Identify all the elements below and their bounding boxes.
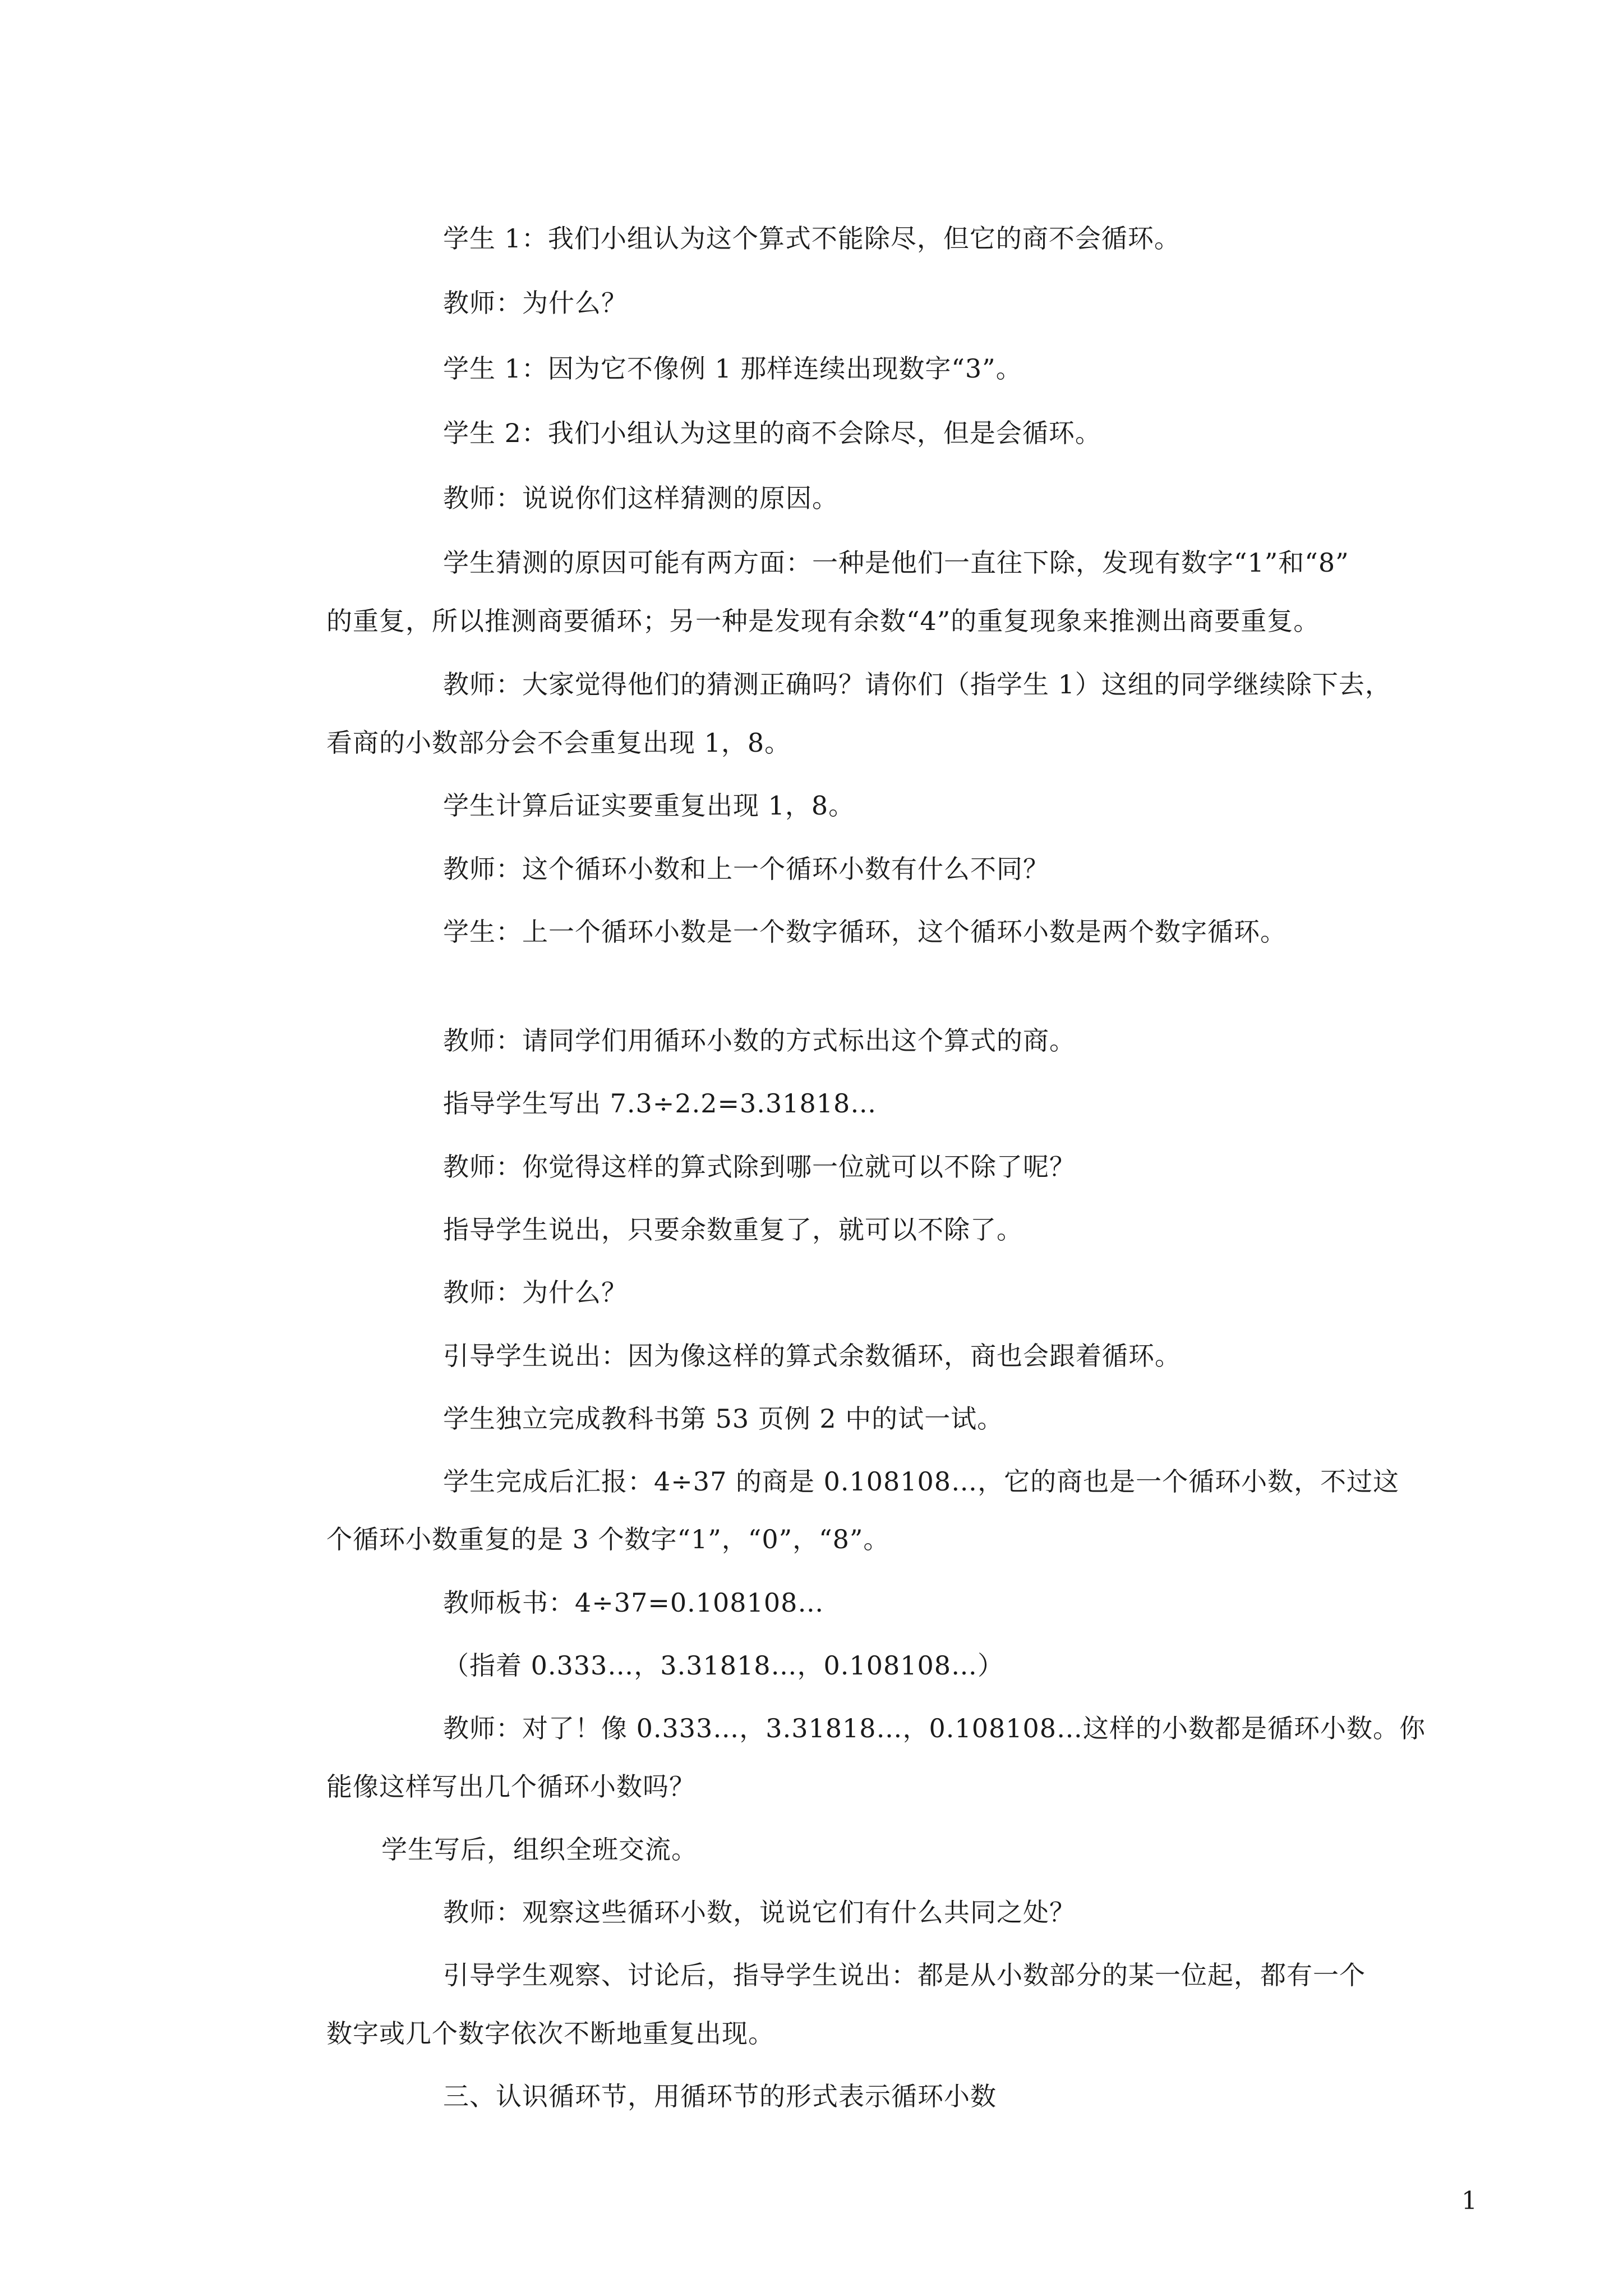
paragraph-line: 个循环小数重复的是 3 个数字“1”，“0”，“8”。 (326, 1524, 890, 1554)
paragraph-line: 学生独立完成教科书第 53 页例 2 中的试一试。 (443, 1404, 1004, 1434)
paragraph-line: 学生 1：因为它不像例 1 那样连续出现数字“3”。 (443, 353, 1022, 384)
paragraph-line: 数字或几个数字依次不断地重复出现。 (326, 2018, 774, 2049)
paragraph-line: 学生 2：我们小组认为这里的商不会除尽，但是会循环。 (443, 418, 1101, 448)
paragraph-line: 看商的小数部分会不会重复出现 1，8。 (326, 728, 791, 758)
paragraph-line: （指着 0.333…，3.31818…，0.108108…） (443, 1650, 1004, 1681)
paragraph-line: 教师：请同学们用循环小数的方式标出这个算式的商。 (443, 1025, 1076, 1056)
page-number: 1 (1461, 2187, 1477, 2215)
paragraph-line: 学生完成后汇报：4÷37 的商是 0.108108…，它的商也是一个循环小数，不过这 (443, 1466, 1400, 1497)
paragraph-line: 的重复，所以推测商要循环；另一种是发现有余数“4”的重复现象来推测出商要重复。 (326, 606, 1320, 636)
paragraph-line: 教师：大家觉得他们的猜测正确吗？请你们（指学生 1）这组的同学继续除下去， (443, 669, 1391, 700)
paragraph-line: 教师：观察这些循环小数，说说它们有什么共同之处？ (443, 1897, 1076, 1927)
paragraph-line: 指导学生写出 7.3÷2.2=3.31818… (443, 1088, 877, 1119)
paragraph-line: 学生猜测的原因可能有两方面：一种是他们一直往下除，发现有数字“1”和“8” (443, 547, 1349, 578)
paragraph-line: 学生计算后证实要重复出现 1，8。 (443, 790, 855, 821)
paragraph-line: 教师：你觉得这样的算式除到哪一位就可以不除了呢？ (443, 1152, 1076, 1182)
paragraph-line: 教师板书：4÷37=0.108108… (443, 1588, 824, 1618)
paragraph-line: 学生：上一个循环小数是一个数字循环，这个循环小数是两个数字循环。 (443, 917, 1287, 947)
paragraph-line: 学生写后，组织全班交流。 (381, 1834, 698, 1865)
paragraph-line: 教师：说说你们这样猜测的原因。 (443, 483, 838, 513)
paragraph-line: 指导学生说出，只要余数重复了，就可以不除了。 (443, 1214, 1023, 1245)
paragraph-line: 教师：这个循环小数和上一个循环小数有什么不同？ (443, 854, 1049, 884)
paragraph-line: 教师：为什么？ (443, 1277, 628, 1308)
paragraph-line: 教师：为什么？ (443, 288, 628, 318)
paragraph-line: 引导学生观察、讨论后，指导学生说出：都是从小数部分的某一位起，都有一个 (443, 1960, 1366, 1990)
paragraph-line: 能像这样写出几个循环小数吗？ (326, 1772, 695, 1802)
paragraph-line: 引导学生说出：因为像这样的算式余数循环，商也会跟着循环。 (443, 1341, 1181, 1371)
paragraph-line: 学生 1：我们小组认为这个算式不能除尽，但它的商不会循环。 (443, 223, 1181, 254)
paragraph-line: 三、认识循环节，用循环节的形式表示循环小数 (443, 2081, 997, 2111)
paragraph-line: 教师：对了！像 0.333…，3.31818…，0.108108…这样的小数都是循环小数。你 (443, 1713, 1426, 1743)
